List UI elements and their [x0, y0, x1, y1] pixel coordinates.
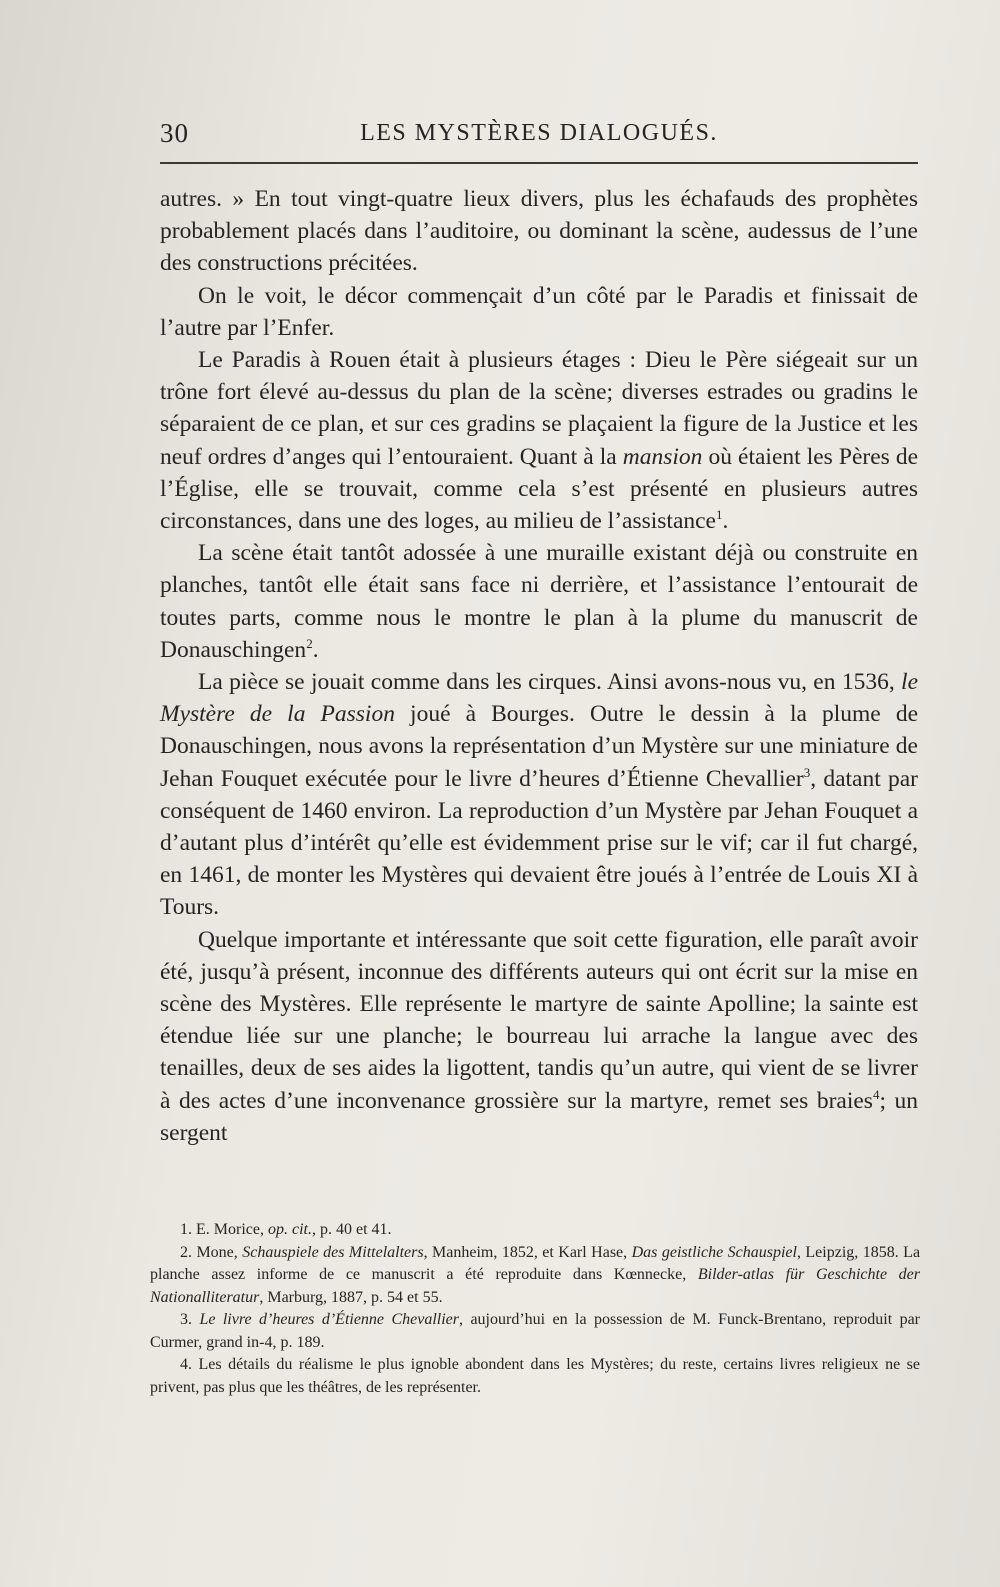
footnote-2-italic-1: Schauspiele des Mittelalters [242, 1243, 424, 1261]
footnote-ref-3: 3 [803, 764, 811, 780]
paragraph-5-italic: le Mystère de la Passion [160, 669, 919, 728]
footnote-2-italic-3: Bilder-atlas für Geschichte der Nationalliteratur [150, 1266, 921, 1306]
paragraph-6-text-a: Quelque importante et intéressante que soit cette figuration, elle paraît avoir été, jusqu’à présent, inconnue des différents auteurs qui ont écrit sur la mise en scène des Mystères. Elle représente le martyre de sainte Apolline; la sainte est étendue liée sur une planche; le bourreau lui arrache la langue avec des tenailles, deux de ses aides la ligottent, tandis qu’un autre, qui vient de se livrer à des actes d’une inconvenance grossière sur la martyre, remet ses braies [160, 926, 918, 1114]
footnote-2-text-a: 2. Mone, [180, 1243, 238, 1261]
footnote-ref-1: 1 [716, 507, 723, 523]
paragraph-3-text-a: Le Paradis à Rouen était à plusieurs étages : Dieu le Père siégeait sur un trône fort élevé au-dessus du plan de la scène; diverses estrades ou gradins le séparaient de ce plan, et sur ces gradins se plaçaient la figure de la Justice et les neuf ordres d’anges qui l’entouraient. Quant à la [160, 347, 918, 470]
paragraph-5-text-a: La pièce se jouait comme dans les cirques. Ainsi avons-nous vu, en 1536, [198, 669, 895, 696]
paragraph-6 [160, 924, 918, 1149]
footnote-1 [150, 1219, 920, 1242]
paragraph-4 [160, 537, 918, 666]
paragraph-3 [160, 344, 918, 537]
footnote-2 [150, 1242, 920, 1310]
footnote-2-italic-2: Das geistliche Schauspiel [631, 1243, 797, 1261]
footnote-2-text-b: , Manheim, 1852, et Karl Hase, [423, 1243, 628, 1261]
footnote-3 [150, 1309, 920, 1354]
paragraph-5 [160, 666, 918, 924]
paragraph-2: On le voit, le décor commençait d’un côté par le Paradis et finissait de l’autre par l’Enfer. [160, 282, 918, 341]
paragraph-4-end: . [312, 636, 319, 663]
footnote-4: 4. Les détails du réalisme le plus ignoble abondent dans les Mystères; du reste, certains livres religieux ne se privent, pas plus que les théâtres, de les représenter. [150, 1356, 920, 1396]
running-title: LES MYSTÈRES DIALOGUÉS. [360, 120, 718, 146]
footnote-2-text-c: , Leipzig, 1858. La planche assez informe de ce manuscrit a été reproduite dans Kœnnecke, [150, 1243, 921, 1283]
paragraph-5-text-c: , datant par conséquent de 1460 environ. La reproduction d’un Mystère par Jehan Fouquet a d’autant plus d’intérêt qu’elle est évidemment prise sur le vif; car il fut chargé, en 1461, de monter les Mystères qui devaient être joués à l’entrée de Louis XI à Tours. [160, 765, 918, 921]
footnote-1-text-a: 1. E. Morice, [180, 1221, 264, 1238]
footnote-3-italic: Le livre d’heures d’Étienne Chevallier [199, 1311, 460, 1328]
footnote-3-text-b: , aujourd’hui en la possession de M. Funck-Brentano, reproduit par Curmer, grand in-4, p. 189. [150, 1311, 921, 1351]
paragraph-4-text: La scène était tantôt adossée à une muraille existant déjà ou construite en planches, tantôt elle était sans face ni derrière, et l’assistance l’entourait de toutes parts, comme nous le montre le plan à la plume du manuscrit de Donauschingen [160, 540, 918, 663]
paragraph-1: autres. » En tout vingt-quatre lieux divers, plus les échafauds des prophètes probablement placés dans l’auditoire, ou dominant la scène, audessus de l’une des constructions précitées. [160, 186, 918, 277]
page-number: 30 [160, 118, 189, 148]
main-text [160, 183, 918, 1149]
footnote-3-text-a: 3. [180, 1311, 192, 1328]
footnote-1-italic: op. cit. [267, 1221, 312, 1238]
footnote-1-text-b: , p. 40 et 41. [311, 1221, 392, 1238]
paragraph-3-end: . [722, 508, 729, 535]
paragraph-6-text-b: ; un sergent [160, 1087, 918, 1146]
footnote-ref-2: 2 [306, 636, 313, 652]
page-header [160, 118, 918, 158]
paragraph-3-italic: mansion [622, 443, 703, 470]
header-rule [160, 162, 918, 164]
footnote-ref-4: 4 [872, 1086, 880, 1102]
footnote-2-text-d: , Marburg, 1887, p. 54 et 55. [259, 1288, 443, 1306]
footnotes [150, 1219, 920, 1399]
paragraph-3-text-b: où étaient les Pères de l’Église, elle se trouvait, comme cela s’est présenté en plusieurs autres circonstances, dans une des loges, au milieu de l’assistance [160, 443, 919, 535]
paragraph-5-text-b: joué à Bourges. Outre le dessin à la plume de Donauschingen, nous avons la représentation d’un Mystère sur une miniature de Jehan Fouquet exécutée pour le livre d’heures d’Étienne Chevallier [160, 701, 918, 792]
